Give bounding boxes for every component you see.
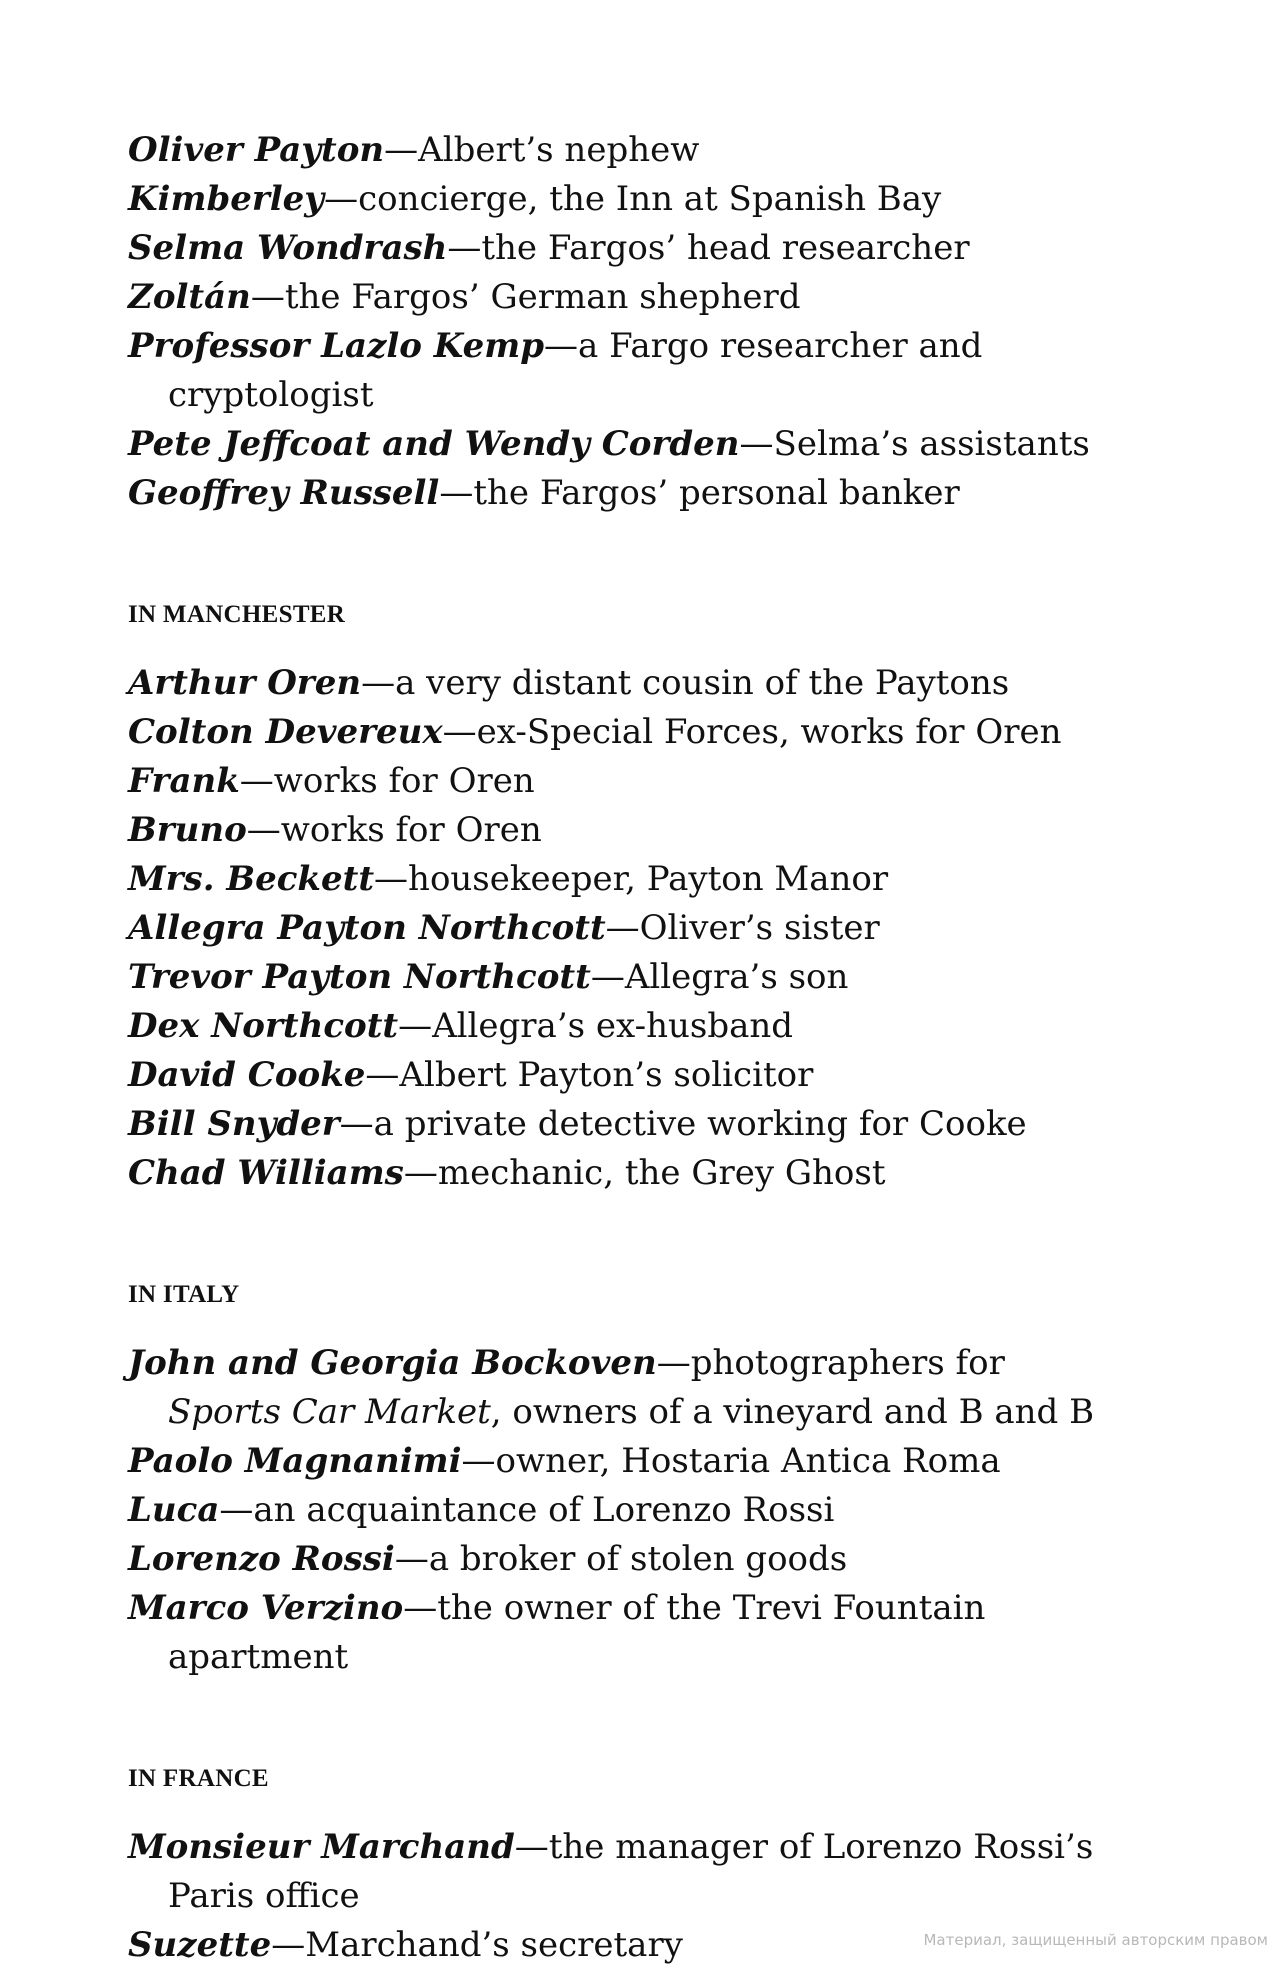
character-name: Kimberley [128,179,325,219]
character-description: Allegra’s son [624,957,849,997]
character-description: concierge, the Inn at Spanish Bay [358,179,942,219]
character-name: John and Georgia Bockoven [128,1343,657,1383]
dash: — [324,179,359,219]
character-entry [128,175,1128,224]
character-name: Marco Verzino [128,1588,404,1628]
character-entry [128,1339,1128,1437]
character-description: the Fargos’ head researcher [481,228,970,268]
character-description: Allegra’s ex-husband [432,1006,794,1046]
character-description-continued: , owners of a vineyard and B and B [490,1392,1095,1432]
character-description: the Fargos’ German shepherd [284,277,801,317]
character-description: photographers for [690,1343,1005,1383]
character-entry [128,1486,1128,1535]
character-entry [128,224,1128,273]
dash: — [590,957,625,997]
character-description: the owner of the Trevi Fountain apartment [168,1588,986,1677]
character-entry [128,126,1128,175]
character-description: Albert Payton’s solicitor [399,1055,814,1095]
character-description: Albert’s nephew [418,130,700,170]
character-entry [128,1823,1128,1921]
character-group-italy [128,1339,1128,1682]
dash: — [384,130,419,170]
character-name: Suzette [128,1925,272,1965]
dash: — [271,1925,306,1965]
dash: — [656,1343,691,1383]
character-name: Frank [128,761,240,801]
dash: — [403,1588,438,1628]
character-description: the manager of Lorenzo Rossi’s Paris office [168,1827,1094,1916]
character-entry [128,953,1128,1002]
section-heading-italy: IN ITALY [128,1281,240,1308]
character-entry [128,1535,1128,1584]
character-entry [128,420,1128,469]
character-name: Bruno [128,810,247,850]
character-entry [128,1100,1128,1149]
character-name: Paolo Magnanimi [128,1441,462,1481]
character-entry [128,1437,1128,1486]
character-entry [128,1149,1128,1198]
character-description: a Fargo researcher and cryptologist [168,326,983,415]
dash: — [447,228,482,268]
character-entry [128,708,1128,757]
dash: — [398,1006,433,1046]
character-description: Oliver’s sister [639,908,880,948]
character-description: owner, Hostaria Antica Roma [495,1441,1001,1481]
character-name: Chad Williams [128,1153,404,1193]
character-name: Bill Snyder [128,1104,340,1144]
character-entry [128,806,1128,855]
dash: — [439,473,474,513]
character-name: Professor Lazlo Kemp [128,326,544,366]
character-name: Trevor Payton Northcott [128,957,591,997]
character-list [128,126,1128,1970]
character-entry [128,322,1128,420]
character-entry [128,273,1128,322]
character-description: mechanic, the Grey Ghost [437,1153,886,1193]
character-description: Selma’s assistants [773,424,1090,464]
dash: — [544,326,578,366]
character-name: Pete Jeffcoat and Wendy Corden [128,424,740,464]
character-name: Oliver Payton [128,130,385,170]
dash: — [365,1055,400,1095]
character-entry [128,757,1128,806]
dash: — [239,761,274,801]
character-name: Lorenzo Rossi [128,1539,395,1579]
character-entry [128,904,1128,953]
dash: — [250,277,285,317]
publication-title: Sports Car Market [168,1392,491,1432]
character-description: the Fargos’ personal banker [473,473,960,513]
character-name: Arthur Oren [128,663,362,703]
section-heading-manchester: IN MANCHESTER [128,601,346,628]
character-entry [128,1002,1128,1051]
character-name: Monsieur Marchand [128,1827,515,1867]
character-name: Luca [128,1490,220,1530]
character-description: housekeeper, Payton Manor [408,859,889,899]
copyright-watermark: Материал, защищенный авторским правом [923,1931,1268,1949]
character-entry [128,1051,1128,1100]
character-name: Allegra Payton Northcott [128,908,606,948]
character-description: ex-Special Forces, works for Oren [476,712,1062,752]
character-name: Colton Devereux [128,712,443,752]
character-entry [128,1584,1128,1682]
character-entry [128,855,1128,904]
character-entry [128,469,1128,518]
dash: — [461,1441,496,1481]
character-description: an acquaintance of Lorenzo Rossi [253,1490,835,1530]
character-description: Marchand’s secretary [305,1925,683,1965]
character-name: Selma Wondrash [128,228,448,268]
character-name: David Cooke [128,1055,366,1095]
character-name: Dex Northcott [128,1006,399,1046]
dash: — [246,810,281,850]
character-name: Mrs. Beckett [128,859,375,899]
dash: — [339,1104,374,1144]
character-description: works for Oren [280,810,542,850]
character-description: works for Oren [273,761,535,801]
character-description: a broker of stolen goods [428,1539,848,1579]
dash: — [361,663,396,703]
dash: — [374,859,409,899]
character-group-unnamed [128,126,1128,518]
section-heading-france: IN FRANCE [128,1765,269,1792]
dash: — [605,908,640,948]
dash: — [403,1153,438,1193]
dash: — [394,1539,429,1579]
dash: — [739,424,774,464]
character-name: Zoltán [128,277,251,317]
dash: — [442,712,477,752]
character-name: Geoffrey Russell [128,473,440,513]
dash: — [514,1827,549,1867]
character-description: a private detective working for Cooke [373,1104,1027,1144]
character-group-manchester [128,659,1128,1198]
character-description: a very distant cousin of the Paytons [395,663,1010,703]
dash: — [219,1490,254,1530]
character-entry [128,659,1128,708]
